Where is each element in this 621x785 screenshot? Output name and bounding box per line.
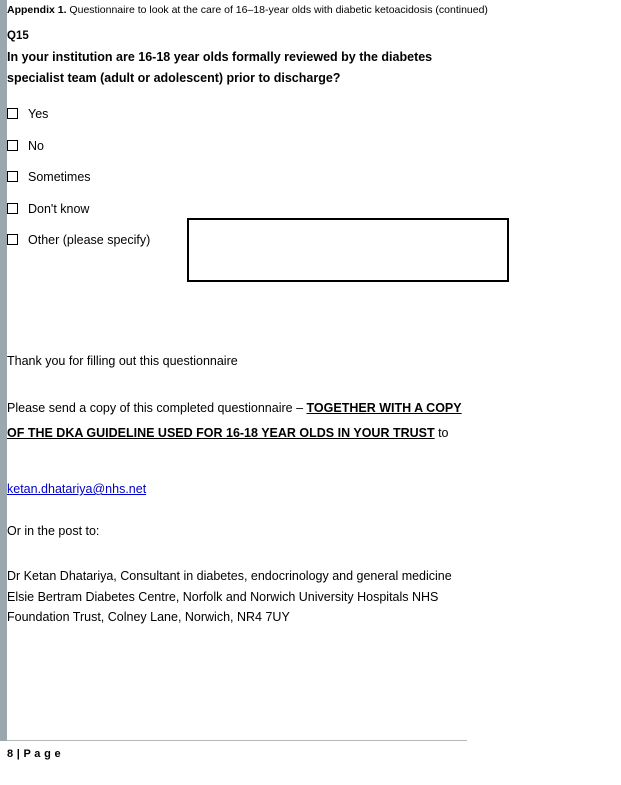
option-no[interactable]	[7, 138, 307, 170]
checkbox-icon[interactable]	[7, 171, 18, 182]
footer-divider	[7, 740, 467, 741]
postal-address: Dr Ketan Dhatariya, Consultant in diabetes, endocrinology and general medicine Elsie Bertram Diabetes Centre, Norfolk and Norwich University Hospitals NHS Foundation Trust, Colney Lane, Norwich, NR4 7UY	[7, 569, 452, 624]
option-label: Sometimes	[28, 170, 91, 184]
checkbox-icon[interactable]	[7, 108, 18, 119]
send-instructions-prefix: Please send a copy of this completed questionnaire –	[7, 401, 307, 415]
option-yes[interactable]	[7, 106, 307, 138]
checkbox-icon[interactable]	[7, 234, 18, 245]
option-label: Other (please specify)	[28, 233, 151, 247]
send-instructions-suffix: to	[434, 426, 449, 440]
send-instructions-emphasis: TOGETHER WITH A COPY OF THE DKA GUIDELINE USED FOR 16-18 YEAR OLDS IN YOUR TRUST	[7, 401, 462, 440]
appendix-header	[7, 4, 488, 17]
option-label: Yes	[28, 107, 49, 121]
other-specify-textbox[interactable]	[187, 218, 509, 282]
thank-you-text: Thank you for filling out this questionnaire	[7, 354, 238, 368]
option-label: Don't know	[28, 201, 90, 216]
page-side-bar	[0, 0, 7, 741]
page-number-footer: 8 | P a g e	[7, 748, 61, 760]
appendix-description: Questionnaire to look at the care of 16–18-year olds with diabetic ketoacidosis (continued)	[66, 4, 488, 16]
question-number: Q15	[7, 30, 29, 42]
send-instructions	[7, 396, 477, 446]
post-intro-text: Or in the post to:	[7, 524, 100, 538]
checkbox-icon[interactable]	[7, 140, 18, 151]
option-label: No	[28, 138, 44, 153]
question-text: In your institution are 16-18 year olds formally reviewed by the diabetes specialist team (adult or adolescent) prior to discharge?	[7, 50, 433, 85]
checkbox-icon[interactable]	[7, 203, 18, 214]
option-sometimes[interactable]	[7, 169, 307, 201]
email-link[interactable]: ketan.dhatariya@nhs.net	[7, 482, 147, 496]
appendix-label: Appendix 1.	[7, 4, 67, 16]
